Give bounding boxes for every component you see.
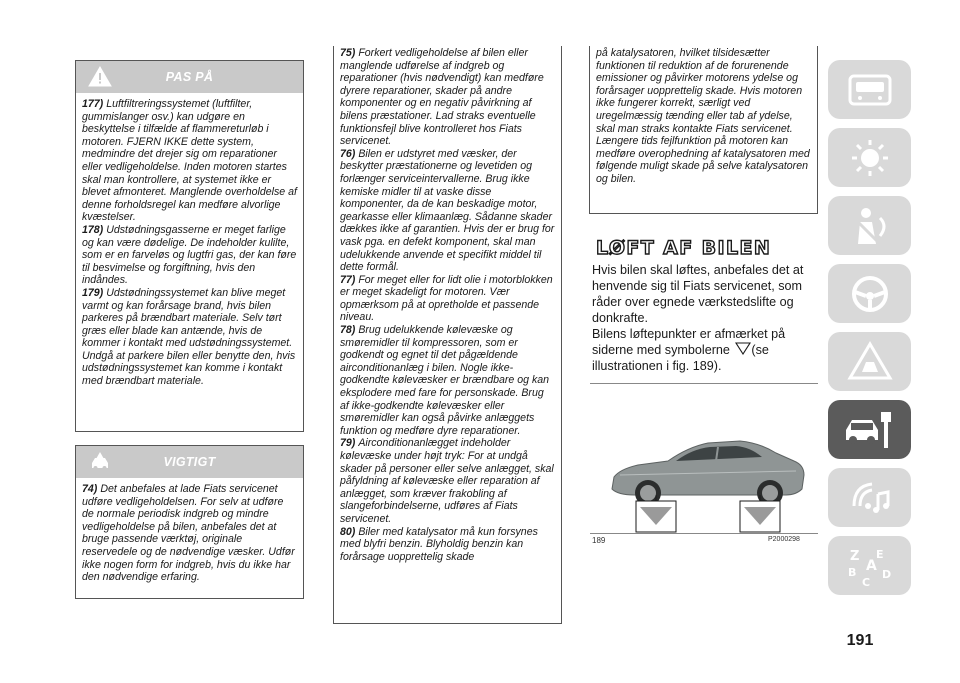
important-box-body-part3: [590, 46, 817, 186]
warning-item-178: 178) Udstødningsgasserne er meget farlige og kan være dødelige. De indeholder kulilte, som er en farveløs og lugtfri gas, der kan føre til besvimelse og forgiftning, hvis den indåndes.: [82, 223, 297, 287]
important-box-continued: [333, 46, 562, 624]
svg-text:A: A: [865, 557, 877, 574]
chapter-sidebar: [828, 60, 911, 604]
section-title: LØFT AF BILEN: [596, 237, 772, 259]
tab-safety[interactable]: [828, 196, 911, 255]
figure-bottom-rule: [590, 533, 818, 534]
important-item-75: 75) Forkert vedligeholdelse af bilen eller manglende udførelse af indgreb og reparationer (hvis nødvendigt) kan medføre dyrere reparationer, skader på andre komponenter og en negativ påvirkning af bilens præstationer. Lad straks eventuelle funktionsfejl blive kontrolleret hos Fiats servicenet.: [340, 47, 544, 148]
car-dashboard-icon: [842, 68, 898, 112]
tab-driving[interactable]: [828, 264, 911, 323]
important-box-body-part1: [76, 478, 303, 584]
important-box: [75, 445, 304, 599]
car-warning-icon: [88, 450, 112, 474]
warning-box-body: [76, 93, 303, 388]
warning-item-179: 179) Udstødningssystemet kan blive meget varmt og kan forårsage brand, hvis bilen parkeres på brændbart materiale. Selv tørt græs eller blade kan antænde, hvis de kommer i kontakt med udstødningssystemet. Undgå at parkere bilen eller benytte den, hvis udstødningssystemet kan komme i kontakt med brændbart materiale.: [82, 286, 296, 388]
tab-index[interactable]: [828, 536, 911, 595]
tab-lights[interactable]: [828, 128, 911, 187]
important-box-title: VIGTIGT: [163, 455, 216, 469]
figure-top-rule: [590, 383, 818, 384]
important-item-80: 80) Biler med katalysator må kun forsynes med blyfri benzin. Blyholdig benzin kan forårsage uopprettelig skade: [340, 525, 538, 563]
warning-box: [75, 60, 304, 432]
warning-box-title: PAS PÅ: [165, 70, 214, 84]
important-item-76: 76) Bilen er udstyret med væsker, der beskytter præstationerne og levetiden og forlænger serviceintervallerne. Brug ikke kemiske midler til at vaske disse komponenter, da de kan beskadige motor, gearkasse eller klimaanlæg. Sådanne skader dækkes ikke af garantien. Hvis der er brug for vask pga. en defekt komponent, skal man udelukkende anvende et specifikt middel til dette formål.: [340, 147, 555, 274]
important-box-continued-2: [589, 46, 818, 214]
page-number: 191: [846, 632, 874, 649]
car-service-icon: [842, 408, 898, 452]
multimedia-icon: [842, 476, 898, 520]
lights-icon: [842, 136, 898, 180]
svg-text:C: C: [861, 575, 870, 588]
tab-service[interactable]: [828, 400, 911, 459]
lift-paragraph-1: Hvis bilen skal løftes, anbefales det at henvende sig til Fiats servicenet, som råder over egnede værkstedslifte og donkrafte.: [592, 263, 804, 325]
svg-text:D: D: [881, 567, 891, 581]
svg-text:Z: Z: [849, 548, 859, 564]
lift-section-body: [592, 262, 817, 374]
tab-multimedia[interactable]: [828, 468, 911, 527]
steering-wheel-icon: [842, 272, 898, 316]
warning-triangle-icon: [88, 65, 112, 89]
figure-code: P2000298: [768, 536, 800, 543]
important-item-77: 77) For meget eller for lidt olie i motorblokken er meget skadeligt for motoren. Vær opmærksom på at opretholde et passende niveau.: [340, 273, 553, 324]
lift-paragraph-2: Bilens løftepunkter er afmærket på siderne med symbolerne (se illustrationen i fig. 189).: [592, 327, 786, 373]
lift-point-triangle-icon: [735, 342, 751, 355]
svg-text:E: E: [875, 547, 884, 561]
tab-dashboard[interactable]: [828, 60, 911, 119]
important-item-74: 74) Det anbefales at lade Fiats servicenet udføre vedligeholdelsen. For selv at udføre de normale periodisk indgreb og mindre vedligeholdelse på bilen, anbefales det at bruge passende værktøj, originale reservedele og de nødvendige væsker. Udfør ikke nogen form for indgreb, hvis du ikke har den nødvendige erfaring.: [82, 483, 295, 584]
important-box-body-part2: [334, 46, 561, 563]
warning-box-header: [76, 61, 303, 93]
emergency-warning-icon: [842, 340, 898, 384]
index-letters-icon: [842, 544, 898, 588]
important-item-80-continued: på katalysatoren, hvilket tilsidesætter funktionen til reduktion af de forurenende emissioner og påvirker motorens ydelse og forårsager uopprettelig skade. Hvis motoren ikke fungerer korrekt, særligt ved uregelmæssig tænding eller tab af ydelse, skal man straks kontakte Fiats servicenet. Længere tids fejlfunktion på motoren kan medføre overophedning af katalysatoren med følgende muligt skade på selve katalysatoren og bilen.: [596, 47, 810, 185]
car-side-view-icon: [590, 391, 818, 549]
important-box-header: [76, 446, 303, 478]
figure-number: 189: [592, 536, 606, 545]
seatbelt-safety-icon: [842, 204, 898, 248]
tab-emergency[interactable]: [828, 332, 911, 391]
important-item-79: 79) Airconditionanlægget indeholder kølevæske under højt tryk: For at undgå skader på personer eller selve anlægget, skal påfyldning af kølevæske eller reparation af anlægget, som kræver frakobling af slangeforbindelserne, udføres af Fiats servicenet.: [340, 437, 554, 525]
warning-item-177: 177) Luftfiltreringssystemet (luftfilter, gummislanger osv.) kan udgøre en beskyttelse i tilfælde af flammereturløb i motoren. FJERN IKKE dette system, medmindre det drejer sig om reparationer eller vedligeholdelse. Inden motoren startes skal man kontrollere, at systemet ikke er blevet afmonteret. Manglende overholdelse af denne forholdsregel kan medføre alvorlige kvæstelser.: [82, 98, 297, 224]
svg-text:B: B: [847, 565, 856, 579]
important-item-78: 78) Brug udelukkende kølevæske og smøremidler til kompressoren, som er godkendt og egnet til det pågældende airconditionanlæg i bilen. Nogle ikke-godkendte kølevæsker er brændbare og kan eksplodere med fare for personskade. Brug af ikke-godkendte kølevæsker eller smøremidler kan også påvirke anlæggets funktion og medføre dyre reparationer.: [340, 324, 550, 437]
